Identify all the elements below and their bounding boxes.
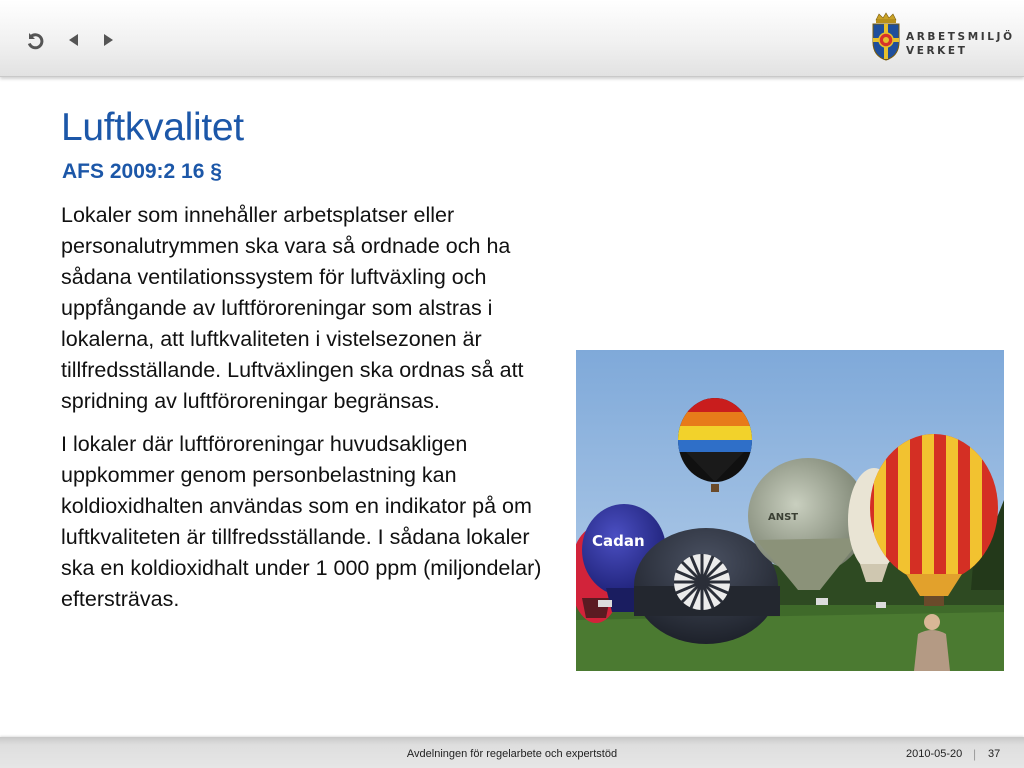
- top-toolbar: [0, 0, 1024, 77]
- coat-of-arms-icon: [870, 12, 902, 62]
- slide-title: Luftkvalitet: [61, 106, 244, 149]
- footer-separator: |: [973, 747, 977, 761]
- paragraph-1: Lokaler som innehåller arbetsplatser eller personalutrymmen ska vara så ordnade och ha sådana ventilationssystem för luftväxling och uppfångande av luftföroreningar som alstras i lokalerna, att luftkvaliteten i vistelsezonen är tillfredsställande. Luftväxlingen ska ordnas så att spridning av luftföroreningar begränsas.: [61, 203, 524, 413]
- logo-line-1: ARBETSMILJÖ: [906, 31, 1015, 43]
- balloon-text-2: ANST: [768, 512, 799, 523]
- page-number: 37: [988, 748, 1001, 760]
- hot-air-balloons-photo: [576, 350, 1004, 671]
- logo-line-2: VERKET: [906, 45, 968, 57]
- previous-slide-button[interactable]: [62, 28, 86, 52]
- slide-footer: [0, 737, 1024, 768]
- undo-icon: [23, 28, 47, 52]
- paragraph-2: I lokaler där luftföroreningar huvudsakligen uppkommer genom personbelastning kan koldioxidhalten användas som en indikator på om luftkvaliteten är tillfredsställande. I sådana lokaler ska en koldioxidhalt under 1 000 ppm (miljondelar) eftersträvas.: [61, 432, 542, 611]
- next-slide-button[interactable]: [96, 28, 120, 52]
- previous-icon: [62, 28, 86, 52]
- balloons-image: [576, 350, 1004, 671]
- arbetsmiljoverket-logo: [870, 12, 1015, 64]
- balloon-text-1: Cadan: [592, 532, 645, 550]
- next-icon: [96, 28, 120, 52]
- slide-body: [61, 200, 549, 627]
- footer-date: 2010-05-20: [906, 748, 963, 760]
- footer-department: Avdelningen för regelarbete och expertstöd: [406, 748, 618, 760]
- slide-subtitle: AFS 2009:2 16 §: [62, 160, 222, 183]
- undo-button[interactable]: [23, 28, 47, 52]
